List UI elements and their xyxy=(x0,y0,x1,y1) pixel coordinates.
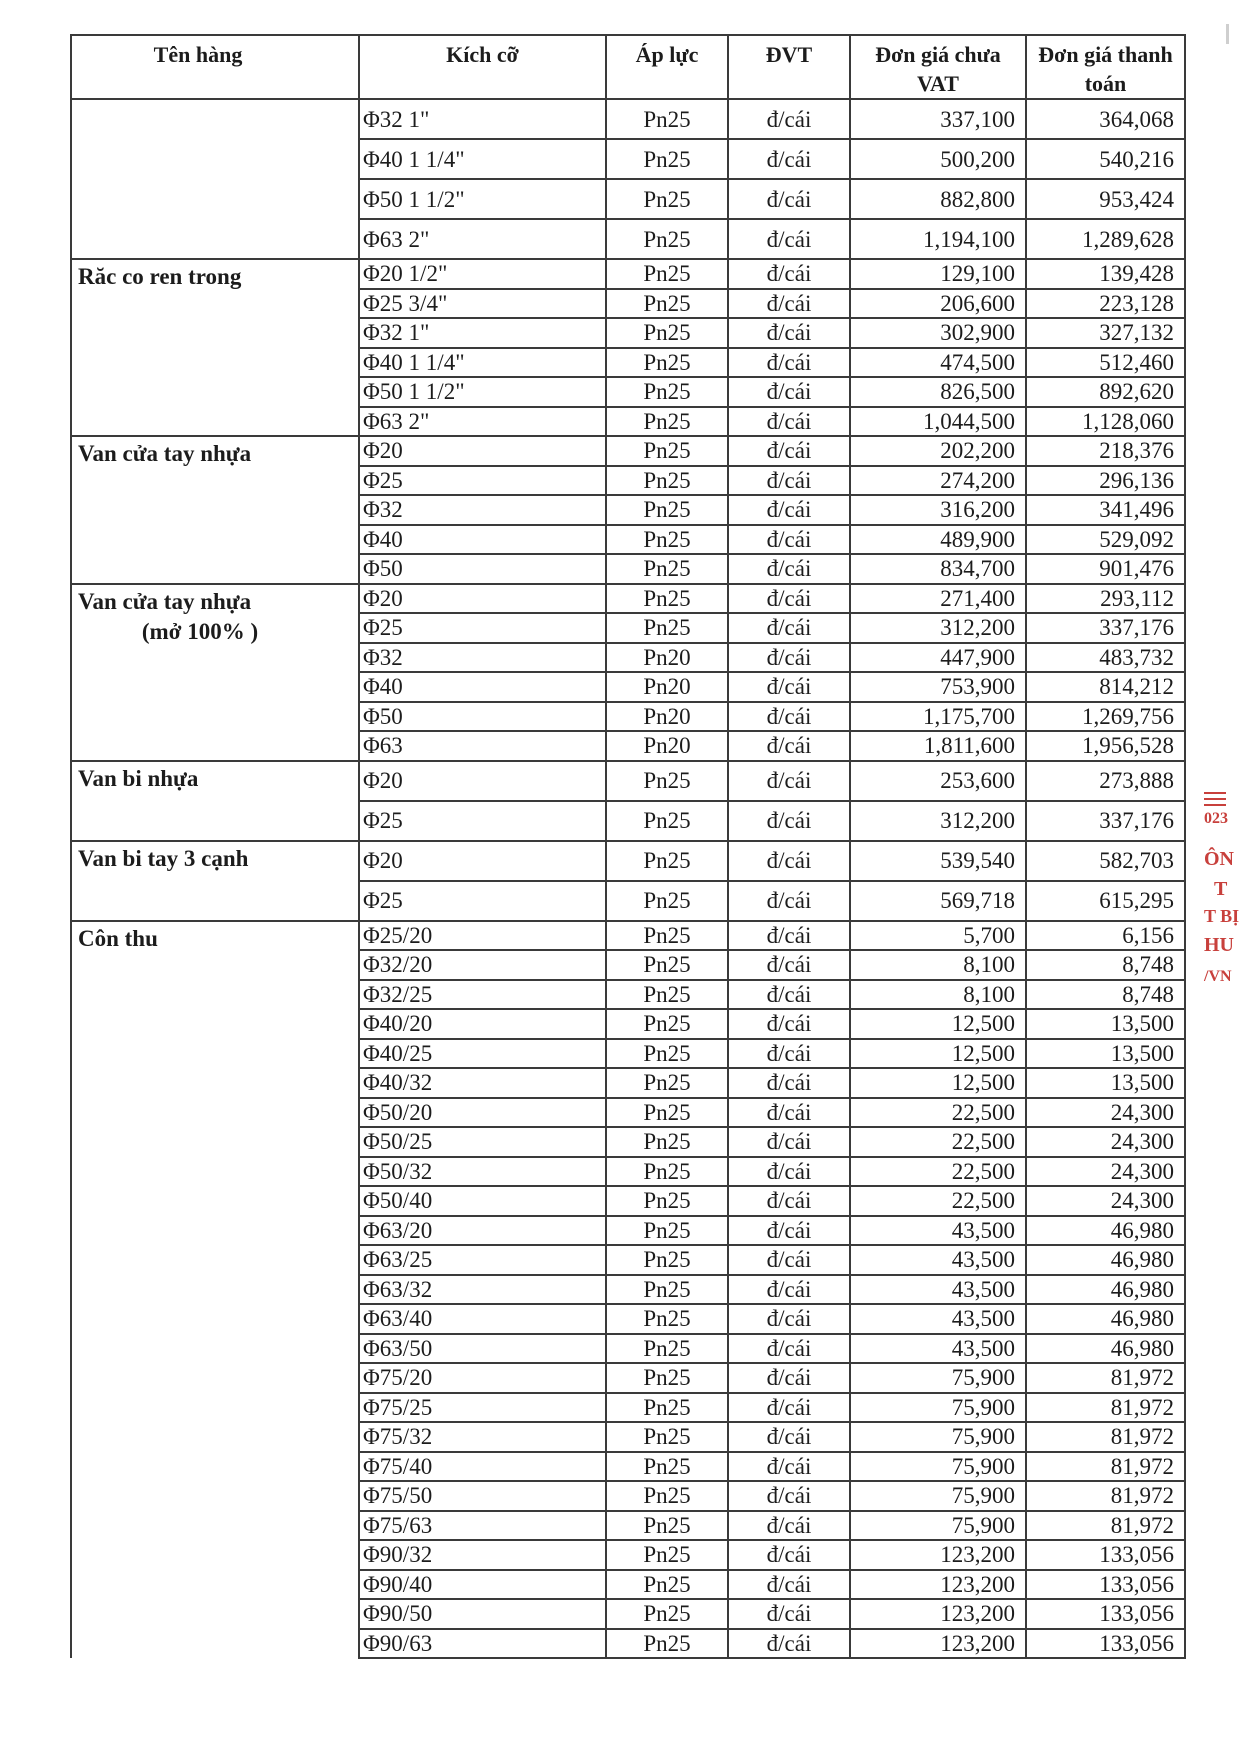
cell-price-payment: 133,056 xyxy=(1026,1540,1185,1570)
cell-price-pre-vat: 1,175,700 xyxy=(850,702,1026,732)
cell-unit: đ/cái xyxy=(728,139,850,179)
cell-pressure: Pn25 xyxy=(606,436,728,466)
product-group-label: Van cửa tay nhựa xyxy=(78,588,252,614)
cell-price-pre-vat: 123,200 xyxy=(850,1629,1026,1659)
cell-pressure: Pn25 xyxy=(606,259,728,289)
cell-unit: đ/cái xyxy=(728,1127,850,1157)
cell-price-pre-vat: 539,540 xyxy=(850,841,1026,881)
cell-pressure: Pn25 xyxy=(606,1009,728,1039)
cell-price-payment: 24,300 xyxy=(1026,1157,1185,1187)
cell-size: Φ25/20 xyxy=(359,921,606,951)
cell-size: Φ50/40 xyxy=(359,1186,606,1216)
cell-size: Φ63/40 xyxy=(359,1304,606,1334)
cell-unit: đ/cái xyxy=(728,1098,850,1128)
cell-price-payment: 81,972 xyxy=(1026,1452,1185,1482)
cell-price-pre-vat: 474,500 xyxy=(850,348,1026,378)
table-row xyxy=(71,436,1185,466)
product-group-label: Răc co ren trong xyxy=(78,264,242,289)
cell-pressure: Pn25 xyxy=(606,1393,728,1423)
cell-unit: đ/cái xyxy=(728,1570,850,1600)
stamp-text-1: 023 xyxy=(1204,810,1228,827)
cell-pressure: Pn25 xyxy=(606,1599,728,1629)
cell-price-payment: 81,972 xyxy=(1026,1363,1185,1393)
cell-size: Φ32 1" xyxy=(359,99,606,139)
scan-mark xyxy=(1226,24,1229,44)
stamp-text-3: T xyxy=(1214,878,1228,900)
product-group-name xyxy=(71,841,359,921)
cell-price-pre-vat: 753,900 xyxy=(850,672,1026,702)
cell-pressure: Pn25 xyxy=(606,1186,728,1216)
cell-pressure: Pn25 xyxy=(606,99,728,139)
table-row xyxy=(71,841,1185,881)
cell-price-pre-vat: 834,700 xyxy=(850,554,1026,584)
cell-price-pre-vat: 22,500 xyxy=(850,1098,1026,1128)
cell-size: Φ75/25 xyxy=(359,1393,606,1423)
cell-size: Φ25 3/4" xyxy=(359,289,606,319)
cell-pressure: Pn25 xyxy=(606,1157,728,1187)
cell-unit: đ/cái xyxy=(728,980,850,1010)
cell-pressure: Pn25 xyxy=(606,318,728,348)
cell-price-pre-vat: 206,600 xyxy=(850,289,1026,319)
cell-unit: đ/cái xyxy=(728,525,850,555)
header-price-payment: Đơn giá thanh toán xyxy=(1026,35,1185,99)
cell-pressure: Pn25 xyxy=(606,1481,728,1511)
cell-pressure: Pn25 xyxy=(606,584,728,614)
cell-price-pre-vat: 12,500 xyxy=(850,1068,1026,1098)
cell-unit: đ/cái xyxy=(728,466,850,496)
cell-price-payment: 13,500 xyxy=(1026,1068,1185,1098)
cell-price-pre-vat: 312,200 xyxy=(850,801,1026,841)
cell-pressure: Pn20 xyxy=(606,643,728,673)
table-row xyxy=(71,259,1185,289)
cell-pressure: Pn25 xyxy=(606,1098,728,1128)
cell-price-payment: 6,156 xyxy=(1026,921,1185,951)
cell-unit: đ/cái xyxy=(728,495,850,525)
cell-pressure: Pn25 xyxy=(606,289,728,319)
cell-price-payment: 483,732 xyxy=(1026,643,1185,673)
cell-price-payment: 8,748 xyxy=(1026,980,1185,1010)
cell-size: Φ50/20 xyxy=(359,1098,606,1128)
cell-size: Φ63/50 xyxy=(359,1334,606,1364)
cell-price-payment: 13,500 xyxy=(1026,1039,1185,1069)
cell-pressure: Pn25 xyxy=(606,1216,728,1246)
stamp-text-6: /VN xyxy=(1204,968,1232,985)
cell-pressure: Pn25 xyxy=(606,525,728,555)
cell-size: Φ90/50 xyxy=(359,1599,606,1629)
cell-pressure: Pn25 xyxy=(606,841,728,881)
cell-unit: đ/cái xyxy=(728,613,850,643)
cell-size: Φ75/32 xyxy=(359,1422,606,1452)
cell-unit: đ/cái xyxy=(728,407,850,437)
cell-unit: đ/cái xyxy=(728,289,850,319)
cell-price-payment: 293,112 xyxy=(1026,584,1185,614)
cell-unit: đ/cái xyxy=(728,1629,850,1659)
cell-price-payment: 81,972 xyxy=(1026,1511,1185,1541)
cell-price-pre-vat: 43,500 xyxy=(850,1304,1026,1334)
cell-unit: đ/cái xyxy=(728,179,850,219)
cell-size: Φ32 xyxy=(359,495,606,525)
cell-price-pre-vat: 8,100 xyxy=(850,980,1026,1010)
table-body xyxy=(71,99,1185,1658)
cell-pressure: Pn25 xyxy=(606,1363,728,1393)
cell-pressure: Pn25 xyxy=(606,1540,728,1570)
cell-pressure: Pn25 xyxy=(606,761,728,801)
product-group-label: Van bi tay 3 cạnh xyxy=(78,845,249,871)
cell-size: Φ75/50 xyxy=(359,1481,606,1511)
cell-price-pre-vat: 75,900 xyxy=(850,1363,1026,1393)
cell-price-pre-vat: 43,500 xyxy=(850,1216,1026,1246)
cell-size: Φ25 xyxy=(359,881,606,921)
cell-price-pre-vat: 1,811,600 xyxy=(850,731,1026,761)
cell-unit: đ/cái xyxy=(728,1422,850,1452)
cell-size: Φ63/25 xyxy=(359,1245,606,1275)
cell-price-payment: 512,460 xyxy=(1026,348,1185,378)
cell-price-pre-vat: 489,900 xyxy=(850,525,1026,555)
cell-price-payment: 133,056 xyxy=(1026,1599,1185,1629)
product-group-name xyxy=(71,259,359,436)
cell-size: Φ90/32 xyxy=(359,1540,606,1570)
cell-price-payment: 1,128,060 xyxy=(1026,407,1185,437)
price-list-sheet xyxy=(70,34,1184,1659)
cell-price-pre-vat: 312,200 xyxy=(850,613,1026,643)
cell-unit: đ/cái xyxy=(728,841,850,881)
cell-price-pre-vat: 1,044,500 xyxy=(850,407,1026,437)
cell-unit: đ/cái xyxy=(728,1363,850,1393)
cell-size: Φ32 1" xyxy=(359,318,606,348)
cell-unit: đ/cái xyxy=(728,1068,850,1098)
red-stamp-fragment xyxy=(1200,792,1242,1022)
cell-unit: đ/cái xyxy=(728,1245,850,1275)
cell-price-pre-vat: 826,500 xyxy=(850,377,1026,407)
product-group-name xyxy=(71,436,359,584)
product-group-label: Van cửa tay nhựa xyxy=(78,441,252,466)
cell-size: Φ40 xyxy=(359,672,606,702)
cell-pressure: Pn25 xyxy=(606,950,728,980)
cell-price-payment: 1,289,628 xyxy=(1026,219,1185,259)
cell-size: Φ20 1/2" xyxy=(359,259,606,289)
cell-price-payment: 46,980 xyxy=(1026,1245,1185,1275)
product-group-label: Van bi nhựa xyxy=(78,765,199,791)
cell-price-pre-vat: 22,500 xyxy=(850,1127,1026,1157)
cell-price-pre-vat: 253,600 xyxy=(850,761,1026,801)
cell-unit: đ/cái xyxy=(728,950,850,980)
cell-unit: đ/cái xyxy=(728,259,850,289)
cell-pressure: Pn25 xyxy=(606,407,728,437)
cell-pressure: Pn25 xyxy=(606,1245,728,1275)
cell-unit: đ/cái xyxy=(728,1481,850,1511)
cell-pressure: Pn25 xyxy=(606,219,728,259)
cell-price-payment: 582,703 xyxy=(1026,841,1185,881)
cell-pressure: Pn25 xyxy=(606,377,728,407)
cell-pressure: Pn25 xyxy=(606,348,728,378)
cell-price-pre-vat: 5,700 xyxy=(850,921,1026,951)
cell-size: Φ40 xyxy=(359,525,606,555)
product-group-name xyxy=(71,584,359,761)
cell-unit: đ/cái xyxy=(728,584,850,614)
cell-unit: đ/cái xyxy=(728,377,850,407)
cell-unit: đ/cái xyxy=(728,1157,850,1187)
cell-unit: đ/cái xyxy=(728,921,850,951)
cell-size: Φ40 1 1/4" xyxy=(359,348,606,378)
cell-unit: đ/cái xyxy=(728,672,850,702)
product-group-name xyxy=(71,761,359,841)
cell-size: Φ63 2" xyxy=(359,219,606,259)
cell-unit: đ/cái xyxy=(728,731,850,761)
cell-price-pre-vat: 22,500 xyxy=(850,1157,1026,1187)
cell-price-payment: 892,620 xyxy=(1026,377,1185,407)
cell-size: Φ40 1 1/4" xyxy=(359,139,606,179)
cell-price-pre-vat: 316,200 xyxy=(850,495,1026,525)
cell-pressure: Pn25 xyxy=(606,613,728,643)
cell-unit: đ/cái xyxy=(728,1039,850,1069)
cell-price-pre-vat: 8,100 xyxy=(850,950,1026,980)
cell-price-payment: 218,376 xyxy=(1026,436,1185,466)
cell-price-pre-vat: 75,900 xyxy=(850,1452,1026,1482)
cell-price-payment: 615,295 xyxy=(1026,881,1185,921)
cell-pressure: Pn25 xyxy=(606,1570,728,1600)
cell-pressure: Pn25 xyxy=(606,179,728,219)
cell-price-payment: 81,972 xyxy=(1026,1393,1185,1423)
price-table xyxy=(70,34,1186,1659)
cell-pressure: Pn20 xyxy=(606,702,728,732)
cell-unit: đ/cái xyxy=(728,219,850,259)
table-header xyxy=(71,35,1185,99)
cell-price-pre-vat: 1,194,100 xyxy=(850,219,1026,259)
cell-unit: đ/cái xyxy=(728,801,850,841)
cell-pressure: Pn20 xyxy=(606,731,728,761)
cell-pressure: Pn25 xyxy=(606,801,728,841)
cell-pressure: Pn25 xyxy=(606,1275,728,1305)
cell-price-pre-vat: 12,500 xyxy=(850,1039,1026,1069)
cell-price-pre-vat: 43,500 xyxy=(850,1245,1026,1275)
cell-price-payment: 1,956,528 xyxy=(1026,731,1185,761)
cell-price-payment: 24,300 xyxy=(1026,1127,1185,1157)
cell-size: Φ32/20 xyxy=(359,950,606,980)
table-row xyxy=(71,921,1185,951)
table-row xyxy=(71,584,1185,614)
cell-unit: đ/cái xyxy=(728,1275,850,1305)
cell-size: Φ50 1 1/2" xyxy=(359,179,606,219)
cell-price-payment: 46,980 xyxy=(1026,1275,1185,1305)
cell-unit: đ/cái xyxy=(728,1009,850,1039)
cell-price-payment: 364,068 xyxy=(1026,99,1185,139)
cell-pressure: Pn25 xyxy=(606,1629,728,1659)
cell-size: Φ20 xyxy=(359,436,606,466)
cell-price-payment: 327,132 xyxy=(1026,318,1185,348)
cell-size: Φ40/32 xyxy=(359,1068,606,1098)
cell-price-payment: 1,269,756 xyxy=(1026,702,1185,732)
cell-size: Φ40/20 xyxy=(359,1009,606,1039)
cell-pressure: Pn25 xyxy=(606,1127,728,1157)
cell-unit: đ/cái xyxy=(728,99,850,139)
cell-pressure: Pn25 xyxy=(606,980,728,1010)
cell-size: Φ75/63 xyxy=(359,1511,606,1541)
cell-size: Φ63/20 xyxy=(359,1216,606,1246)
cell-size: Φ63 2" xyxy=(359,407,606,437)
cell-size: Φ32 xyxy=(359,643,606,673)
cell-pressure: Pn25 xyxy=(606,466,728,496)
cell-price-payment: 296,136 xyxy=(1026,466,1185,496)
cell-unit: đ/cái xyxy=(728,348,850,378)
cell-price-pre-vat: 337,100 xyxy=(850,99,1026,139)
stamp-text-5: HU xyxy=(1204,934,1234,956)
cell-pressure: Pn25 xyxy=(606,139,728,179)
cell-unit: đ/cái xyxy=(728,1511,850,1541)
stamp-text-2: ÔN xyxy=(1204,848,1234,870)
cell-pressure: Pn25 xyxy=(606,1068,728,1098)
cell-unit: đ/cái xyxy=(728,1393,850,1423)
cell-unit: đ/cái xyxy=(728,318,850,348)
cell-unit: đ/cái xyxy=(728,436,850,466)
cell-pressure: Pn25 xyxy=(606,1039,728,1069)
cell-price-pre-vat: 271,400 xyxy=(850,584,1026,614)
cell-pressure: Pn25 xyxy=(606,554,728,584)
cell-price-payment: 529,092 xyxy=(1026,525,1185,555)
product-group-name xyxy=(71,921,359,1659)
cell-price-payment: 337,176 xyxy=(1026,801,1185,841)
cell-pressure: Pn25 xyxy=(606,881,728,921)
cell-size: Φ50 1 1/2" xyxy=(359,377,606,407)
cell-pressure: Pn25 xyxy=(606,1334,728,1364)
cell-price-pre-vat: 569,718 xyxy=(850,881,1026,921)
cell-price-pre-vat: 43,500 xyxy=(850,1275,1026,1305)
table-row xyxy=(71,761,1185,801)
cell-unit: đ/cái xyxy=(728,1540,850,1570)
cell-price-payment: 81,972 xyxy=(1026,1422,1185,1452)
cell-price-payment: 341,496 xyxy=(1026,495,1185,525)
cell-pressure: Pn25 xyxy=(606,1452,728,1482)
product-group-name xyxy=(71,99,359,259)
cell-price-pre-vat: 123,200 xyxy=(850,1570,1026,1600)
cell-pressure: Pn25 xyxy=(606,1422,728,1452)
cell-price-pre-vat: 500,200 xyxy=(850,139,1026,179)
cell-size: Φ50 xyxy=(359,702,606,732)
cell-size: Φ40/25 xyxy=(359,1039,606,1069)
header-unit: ĐVT xyxy=(728,35,850,99)
cell-size: Φ25 xyxy=(359,613,606,643)
product-group-label: Côn thu xyxy=(78,925,158,951)
cell-price-payment: 139,428 xyxy=(1026,259,1185,289)
cell-price-payment: 133,056 xyxy=(1026,1570,1185,1600)
cell-price-payment: 901,476 xyxy=(1026,554,1185,584)
cell-size: Φ50 xyxy=(359,554,606,584)
cell-unit: đ/cái xyxy=(728,1334,850,1364)
cell-price-pre-vat: 12,500 xyxy=(850,1009,1026,1039)
cell-pressure: Pn25 xyxy=(606,1304,728,1334)
header-product-name: Tên hàng xyxy=(71,35,359,99)
cell-unit: đ/cái xyxy=(728,1452,850,1482)
cell-price-payment: 8,748 xyxy=(1026,950,1185,980)
cell-price-payment: 13,500 xyxy=(1026,1009,1185,1039)
cell-size: Φ75/40 xyxy=(359,1452,606,1482)
cell-size: Φ63 xyxy=(359,731,606,761)
cell-price-payment: 273,888 xyxy=(1026,761,1185,801)
cell-size: Φ90/63 xyxy=(359,1629,606,1659)
cell-price-pre-vat: 75,900 xyxy=(850,1422,1026,1452)
cell-price-payment: 133,056 xyxy=(1026,1629,1185,1659)
cell-price-pre-vat: 882,800 xyxy=(850,179,1026,219)
table-row xyxy=(71,99,1185,139)
cell-unit: đ/cái xyxy=(728,881,850,921)
cell-size: Φ25 xyxy=(359,801,606,841)
cell-size: Φ20 xyxy=(359,761,606,801)
cell-unit: đ/cái xyxy=(728,554,850,584)
cell-price-pre-vat: 22,500 xyxy=(850,1186,1026,1216)
cell-unit: đ/cái xyxy=(728,1216,850,1246)
cell-price-payment: 46,980 xyxy=(1026,1216,1185,1246)
cell-unit: đ/cái xyxy=(728,761,850,801)
cell-size: Φ63/32 xyxy=(359,1275,606,1305)
cell-price-pre-vat: 447,900 xyxy=(850,643,1026,673)
cell-price-pre-vat: 202,200 xyxy=(850,436,1026,466)
cell-size: Φ75/20 xyxy=(359,1363,606,1393)
cell-price-pre-vat: 302,900 xyxy=(850,318,1026,348)
cell-price-payment: 24,300 xyxy=(1026,1098,1185,1128)
cell-price-pre-vat: 123,200 xyxy=(850,1599,1026,1629)
cell-pressure: Pn25 xyxy=(606,495,728,525)
cell-price-pre-vat: 123,200 xyxy=(850,1540,1026,1570)
cell-unit: đ/cái xyxy=(728,1186,850,1216)
cell-price-pre-vat: 43,500 xyxy=(850,1334,1026,1364)
cell-price-payment: 24,300 xyxy=(1026,1186,1185,1216)
cell-price-pre-vat: 129,100 xyxy=(850,259,1026,289)
cell-size: Φ50/25 xyxy=(359,1127,606,1157)
header-size: Kích cỡ xyxy=(359,35,606,99)
cell-size: Φ32/25 xyxy=(359,980,606,1010)
cell-pressure: Pn25 xyxy=(606,921,728,951)
cell-unit: đ/cái xyxy=(728,643,850,673)
cell-price-payment: 814,212 xyxy=(1026,672,1185,702)
cell-pressure: Pn20 xyxy=(606,672,728,702)
cell-size: Φ50/32 xyxy=(359,1157,606,1187)
cell-pressure: Pn25 xyxy=(606,1511,728,1541)
cell-price-pre-vat: 75,900 xyxy=(850,1511,1026,1541)
header-pressure: Áp lực xyxy=(606,35,728,99)
product-group-sublabel: (mở 100% ) xyxy=(141,618,259,644)
cell-size: Φ20 xyxy=(359,841,606,881)
cell-price-pre-vat: 75,900 xyxy=(850,1481,1026,1511)
cell-price-payment: 46,980 xyxy=(1026,1304,1185,1334)
cell-size: Φ20 xyxy=(359,584,606,614)
cell-price-pre-vat: 75,900 xyxy=(850,1393,1026,1423)
cell-price-payment: 953,424 xyxy=(1026,179,1185,219)
cell-price-payment: 223,128 xyxy=(1026,289,1185,319)
cell-price-payment: 46,980 xyxy=(1026,1334,1185,1364)
cell-price-pre-vat: 274,200 xyxy=(850,466,1026,496)
cell-price-payment: 81,972 xyxy=(1026,1481,1185,1511)
cell-price-payment: 540,216 xyxy=(1026,139,1185,179)
cell-size: Φ25 xyxy=(359,466,606,496)
cell-size: Φ90/40 xyxy=(359,1570,606,1600)
cell-unit: đ/cái xyxy=(728,702,850,732)
cell-price-payment: 337,176 xyxy=(1026,613,1185,643)
header-price-pre-vat: Đơn giá chưa VAT xyxy=(850,35,1026,99)
cell-unit: đ/cái xyxy=(728,1599,850,1629)
stamp-text-4: T BỊ xyxy=(1204,906,1240,926)
cell-unit: đ/cái xyxy=(728,1304,850,1334)
